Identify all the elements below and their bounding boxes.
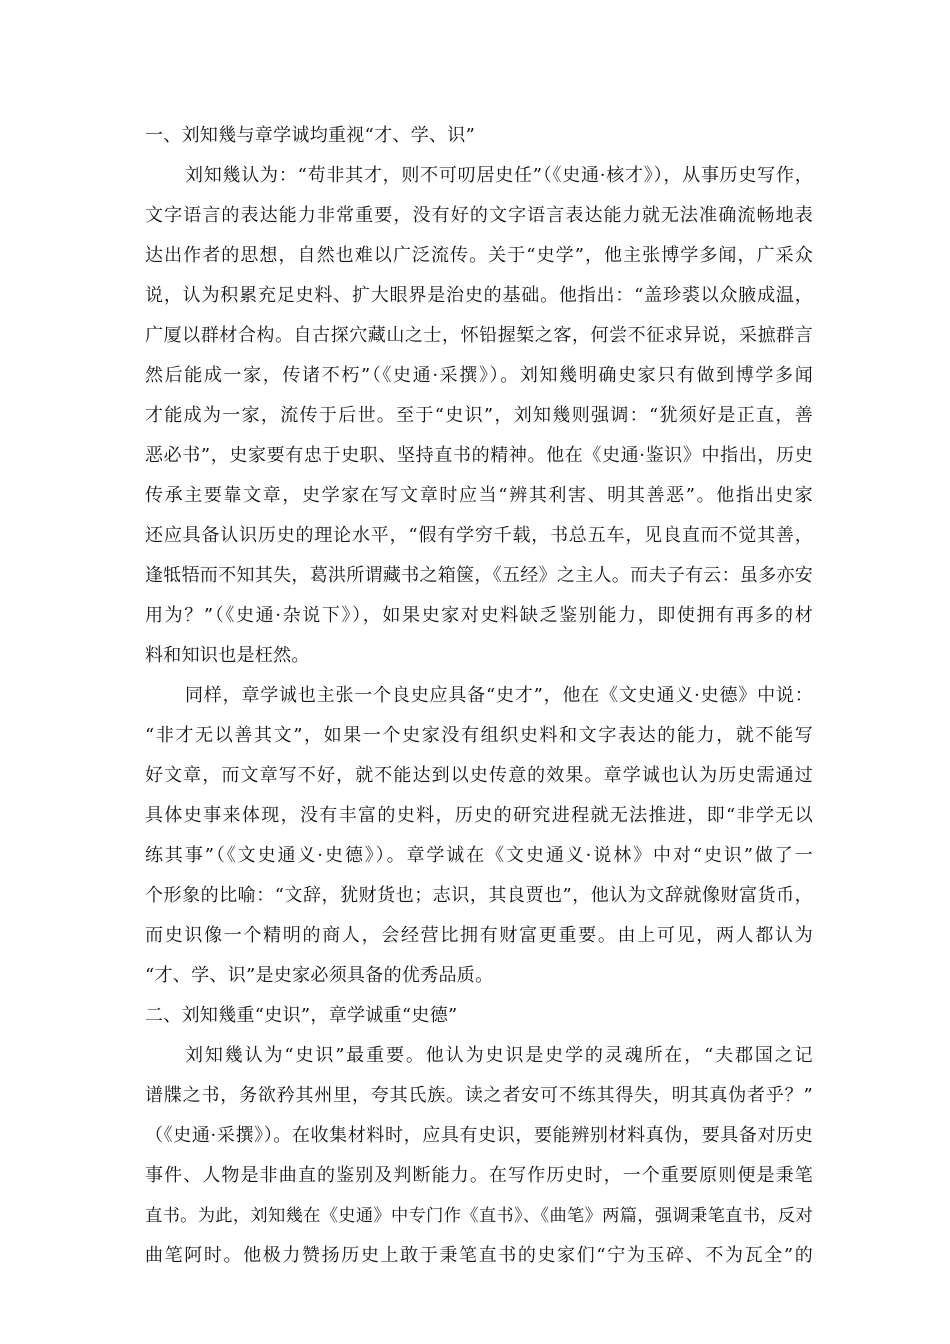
text-line: 用为？”（《史通·杂说下》），如果史家对史料缺乏鉴别能力，即使拥有再多的材 [145, 605, 813, 626]
section-heading-1: 一、刘知幾与章学诚均重视“才、学、识” [145, 125, 476, 146]
text-line: 传承主要靠文章，史学家在写文章时应当“辨其利害、明其善恶”。他指出史家 [145, 485, 813, 506]
text-line: 曲笔阿时。他极力赞扬历史上敢于秉笔直书的史家们“宁为玉碎、不为瓦全”的 [145, 1245, 813, 1266]
text-line: “才、学、识”是史家必须具备的优秀品质。 [145, 965, 494, 986]
text-line: 刘知幾认为：“苟非其才，则不可叨居史任”（《史通·核才》），从事历史写作， [185, 165, 813, 186]
text-line: 还应具备认识历史的理论水平，“假有学穷千载，书总五车，见良直而不觉其善， [145, 525, 813, 546]
text-line: 直书。为此，刘知幾在《史通》中专门作《直书》、《曲笔》两篇，强调秉笔直书，反对 [145, 1206, 813, 1226]
paragraph-1 [145, 156, 813, 676]
text-line: 同样，章学诚也主张一个良史应具备“史才”，他在《文史通义·史德》中说： [185, 685, 813, 706]
text-line: 具体史事来体现，没有丰富的史料，历史的研究进程就无法推进，即“非学无以 [145, 805, 813, 826]
paragraph-2 [145, 676, 813, 996]
text-line: 而史识像一个精明的商人，会经营比拥有财富更重要。由上可见，两人都认为 [145, 925, 813, 946]
text-line: 才能成为一家，流传于后世。至于“史识”，刘知幾则强调：“犹须好是正直，善 [145, 405, 813, 426]
text-line: （《史通·采撰》）。在收集材料时，应具有史识，要能辨别材料真伪，要具备对历史 [145, 1125, 813, 1146]
text-line: 好文章，而文章写不好，就不能达到以史传意的效果。章学诚也认为历史需通过 [145, 765, 813, 786]
text-line: 练其事”（《文史通义·史德》）。章学诚在《文史通义·说林》中对“史识”做了一 [145, 845, 813, 866]
text-line: 刘知幾认为“史识”最重要。他认为史识是史学的灵魂所在，“夫郡国之记 [185, 1045, 813, 1066]
text-line: 文字语言的表达能力非常重要，没有好的文字语言表达能力就无法准确流畅地表 [145, 205, 813, 226]
text-line: 谱牒之书，务欲矜其州里，夸其氏族。读之者安可不练其得失，明其真伪者乎？” [145, 1085, 813, 1106]
paragraph-3 [145, 1036, 813, 1276]
text-line: 然后能成一家，传诸不朽”（《史通·采撰》）。刘知幾明确史家只有做到博学多闻 [145, 365, 813, 386]
text-line: 个形象的比喻：“文辞，犹财货也；志识，其良贾也”，他认为文辞就像财富货币， [145, 885, 813, 906]
text-line: 恶必书”，史家要有忠于史职、坚持直书的精神。他在《史通·鉴识》中指出，历史 [145, 445, 813, 466]
text-line: 逢牴牾而不知其失，葛洪所谓藏书之箱箧，《五经》之主人。而夫子有云：虽多亦安 [145, 565, 814, 586]
text-line: 达出作者的思想，自然也难以广泛流传。关于“史学”，他主张博学多闻，广采众 [145, 245, 813, 266]
section-heading-2: 二、刘知幾重“史识”，章学诚重“史德” [145, 1005, 458, 1026]
text-line: 说，认为积累充足史料、扩大眼界是治史的基础。他指出：“盖珍裘以众腋成温， [145, 285, 813, 306]
document-page [145, 116, 813, 1276]
text-line: 广厦以群材合构。自古探穴藏山之士，怀铅握椠之客，何尝不征求异说，采摭群言 [145, 325, 813, 346]
text-line: 事件、人物是非曲直的鉴别及判断能力。在写作历史时，一个重要原则便是秉笔 [145, 1165, 813, 1186]
text-line: 料和知识也是枉然。 [145, 645, 310, 666]
text-line: “非才无以善其文”，如果一个史家没有组织史料和文字表达的能力，就不能写 [145, 725, 813, 746]
